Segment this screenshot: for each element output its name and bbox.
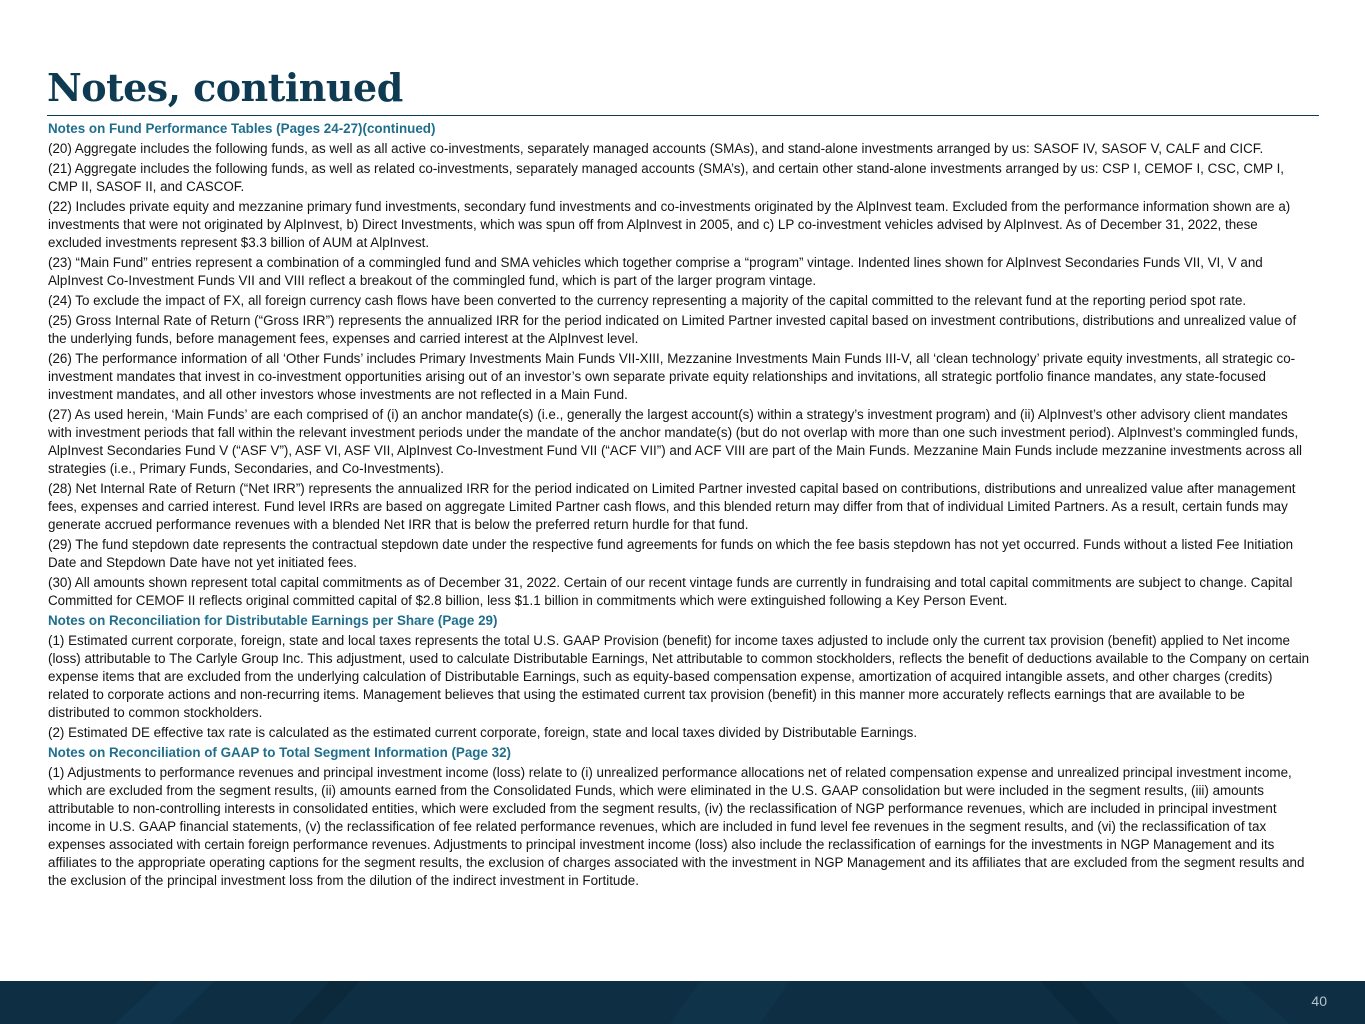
footer-decoration bbox=[0, 981, 1365, 1024]
footer-band bbox=[0, 981, 1365, 1024]
note-22: (22) Includes private equity and mezzanine primary fund investments, secondary fund investments and co-investments originated by the AlpInvest team. Excluded from the performance information shown are a) investments that were not originated by AlpInvest, b) Direct Investments, which was spun off from AlpInvest in 2005, and c) LP co-investment vehicles advised by AlpInvest. As of December 31, 2022, these excluded investments represent $3.3 billion of AUM at AlpInvest. bbox=[48, 199, 1291, 250]
segment-information-notes bbox=[48, 744, 1310, 890]
note-27: (27) As used herein, ‘Main Funds’ are each comprised of (i) an anchor mandate(s) (i.e., generally the largest account(s) within a strategy’s investment program) and (ii) AlpInvest’s other advisory client mandates with investment periods that fall within the relevant investment periods under the mandate of the anchor mandate(s) (but do not overlap with more than one such investment period). AlpInvest’s commingled funds, AlpInvest Secondaries Fund V (“ASF V”), ASF VI, ASF VII, AlpInvest Co-Investment Fund VII (“ACF VII”) and ACF VIII are part of the Main Funds. Mezzanine Main Funds include mezzanine investments across all strategies (i.e., Primary Funds, Secondaries, and Co-Investments). bbox=[48, 407, 1303, 476]
note-30: (30) All amounts shown represent total capital commitments as of December 31, 2022. Certain of our recent vintage funds are currently in fundraising and total capital commitments are subject to change. Capital Committed for CEMOF II reflects original committed capital of $2.8 billion, less $1.1 billion in commitments which were extinguished following a Key Person Event. bbox=[48, 575, 1293, 608]
note-1: (1) Adjustments to performance revenues and principal investment income (loss) relate to (i) unrealized performance allocations net of related compensation expense and unrealized principal investment income, which are excluded from the segment results, (ii) amounts earned from the Consolidated Funds, which were eliminated in the U.S. GAAP consolidation but were included in the segment results, (iii) amounts attributable to non-controlling interests in consolidated entities, which were excluded from the segment results, (iv) the reclassification of NGP performance revenues, which are included in principal investment income in U.S. GAAP financial statements, (v) the reclassification of fee related performance revenues, which are included in fund level fee revenues in the segment results, and (vi) the reclassification of tax expenses associated with certain foreign performance revenues. Adjustments to principal investment income (loss) also include the reclassification of earnings for the investments in NGP Management and its affiliates to the appropriate operating captions for the segment results, the exclusion of charges associated with the investment in NGP Management and its affiliates that are excluded from the segment results and the exclusion of the principal investment loss from the dilution of the indirect investment in Fortitude. bbox=[48, 765, 1305, 888]
note-23: (23) “Main Fund” entries represent a combination of a commingled fund and SMA vehicles which together comprise a “program” vintage. Indented lines shown for AlpInvest Secondaries Funds VII, VI, V and AlpInvest Co-Investment Funds VII and VIII reflect a breakout of the commingled fund, which is part of the larger program vintage. bbox=[48, 255, 1263, 288]
note-28: (28) Net Internal Rate of Return (“Net IRR”) represents the annualized IRR for the period indicated on Limited Partner invested capital based on contributions, distributions and unrealized value after management fees, expenses and carried interest. Fund level IRRs are based on aggregate Limited Partner cash flows, and this blended return may differ from that of individual Limited Partners. As a result, certain funds may generate accrued performance revenues with a blended Net IRR that is below the preferred return hurdle for that fund. bbox=[48, 481, 1296, 532]
page-number: 40 bbox=[1311, 993, 1327, 1009]
note-2: (2) Estimated DE effective tax rate is calculated as the estimated current corporate, foreign, state and local taxes divided by Distributable Earnings. bbox=[48, 725, 918, 740]
notes-content bbox=[48, 120, 1310, 892]
section-heading: Notes on Reconciliation of GAAP to Total Segment Information (Page 32) bbox=[48, 745, 512, 760]
section-heading: Notes on Reconciliation for Distributable Earnings per Share (Page 29) bbox=[48, 613, 498, 628]
section-heading: Notes on Fund Performance Tables (Pages 24-27)(continued) bbox=[48, 121, 436, 136]
note-21: (21) Aggregate includes the following funds, as well as related co-investments, separately managed accounts (SMA’s), and certain other stand-alone investments arranged by us: CSP I, CEMOF I, CSC, CMP I, CMP II, SASOF II, and CASCOF. bbox=[48, 161, 1285, 194]
fund-performance-notes bbox=[48, 120, 1310, 610]
note-1: (1) Estimated current corporate, foreign, state and local taxes represents the total U.S. GAAP Provision (benefit) for income taxes adjusted to include only the current tax provision (benefit) applied to Net income (loss) attributable to The Carlyle Group Inc. This adjustment, used to calculate Distributable Earnings, Net attributable to common stockholders, reflects the benefit of deductions available to the Company on certain expense items that are excluded from the underlying calculation of Distributable Earnings, such as equity-based compensation expense, amortization of acquired intangible assets, and other charges (credits) related to corporate actions and non-recurring items. Management believes that using the estimated current tax provision (benefit) in this manner more accurately reflects earnings that are available to be distributed to common stockholders. bbox=[48, 633, 1310, 720]
distributable-earnings-notes bbox=[48, 612, 1310, 742]
title-divider bbox=[47, 115, 1319, 116]
note-24: (24) To exclude the impact of FX, all foreign currency cash flows have been converted to the currency representing a majority of the capital committed to the relevant fund at the reporting period spot rate. bbox=[48, 293, 1247, 308]
page-title: Notes, continued bbox=[47, 65, 403, 110]
note-25: (25) Gross Internal Rate of Return (“Gross IRR”) represents the annualized IRR for the period indicated on Limited Partner invested capital based on investment contributions, distributions and unrealized value of the underlying funds, before management fees, expenses and carried interest at the AlpInvest level. bbox=[48, 313, 1297, 346]
note-26: (26) The performance information of all ‘Other Funds’ includes Primary Investments Main Funds VII-XIII, Mezzanine Investments Main Funds III-V, all ‘clean technology’ private equity investments, all strategic co-investment mandates that invest in co-investment opportunities arising out of an investor’s own separate private equity relationships and invitations, all strategic portfolio finance mandates, any state-focused investment mandates, and all other investors whose investments are not reflected in a Main Fund. bbox=[48, 351, 1296, 402]
note-20: (20) Aggregate includes the following funds, as well as all active co-investments, separately managed accounts (SMAs), and stand-alone investments arranged by us: SASOF IV, SASOF V, CALF and CICF. bbox=[48, 141, 1264, 156]
note-29: (29) The fund stepdown date represents the contractual stepdown date under the respective fund agreements for funds on which the fee basis stepdown has not yet occurred. Funds without a listed Fee Initiation Date and Stepdown Date have not yet initiated fees. bbox=[48, 537, 1294, 570]
